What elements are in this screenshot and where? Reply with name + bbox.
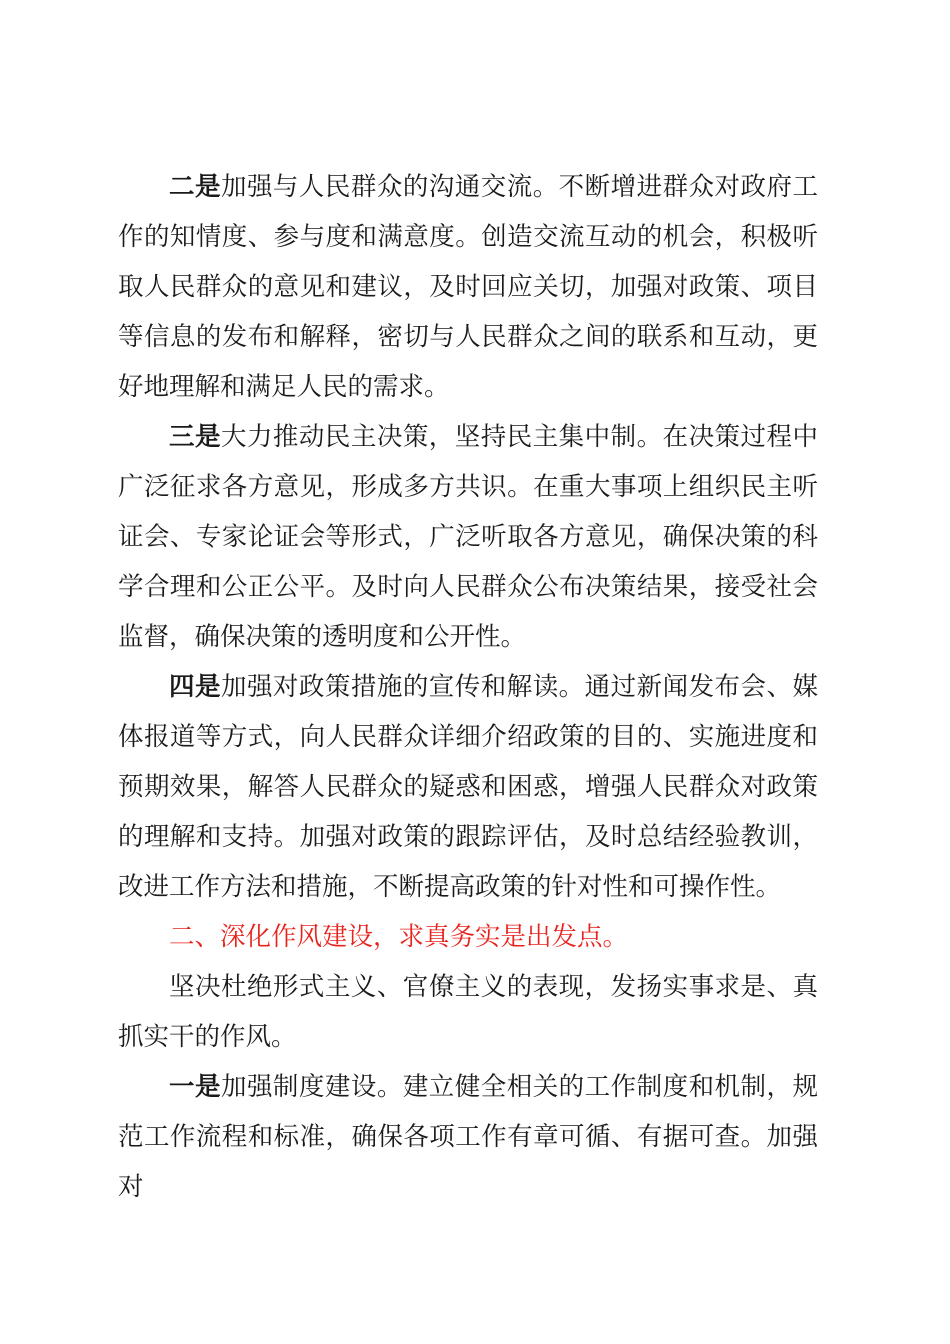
paragraph-lead: 一是 [169, 1072, 221, 1102]
paragraph-text: 加强与人民群众的沟通交流。不断增进群众对政府工作的知情度、参与度和满意度。创造交流互动的机会，积极听取人民群众的意见和建议，及时回应关切，加强对政策、项目等信息的发布和解释，密切与人民群众之间的联系和互动，更好地理解和满足人民的需求。 [118, 172, 818, 402]
paragraph-point-four [118, 662, 818, 912]
paragraph-lead: 四是 [169, 672, 221, 702]
paragraph-lead: 三是 [169, 422, 221, 452]
section-intro: 坚决杜绝形式主义、官僚主义的表现，发扬实事求是、真抓实干的作风。 [118, 972, 818, 1052]
paragraph-point-two [118, 162, 818, 412]
document-page [118, 162, 818, 1212]
paragraph-point-one [118, 1062, 818, 1212]
paragraph-point-three [118, 412, 818, 662]
paragraph-lead: 二是 [169, 172, 221, 202]
paragraph-text: 加强制度建设。建立健全相关的工作制度和机制，规范工作流程和标准，确保各项工作有章可循、有据可查。加强对 [118, 1072, 818, 1202]
paragraph-text: 加强对政策措施的宣传和解读。通过新闻发布会、媒体报道等方式，向人民群众详细介绍政策的目的、实施进度和预期效果，解答人民群众的疑惑和困惑，增强人民群众对政策的理解和支持。加强对政策的跟踪评估，及时总结经验教训，改进工作方法和措施，不断提高政策的针对性和可操作性。 [118, 672, 818, 902]
paragraph-text: 大力推动民主决策，坚持民主集中制。在决策过程中广泛征求各方意见，形成多方共识。在重大事项上组织民主听证会、专家论证会等形式，广泛听取各方意见，确保决策的科学合理和公正公平。及时向人民群众公布决策结果，接受社会监督，确保决策的透明度和公开性。 [118, 422, 818, 652]
section-heading: 二、深化作风建设，求真务实是出发点。 [169, 922, 629, 952]
